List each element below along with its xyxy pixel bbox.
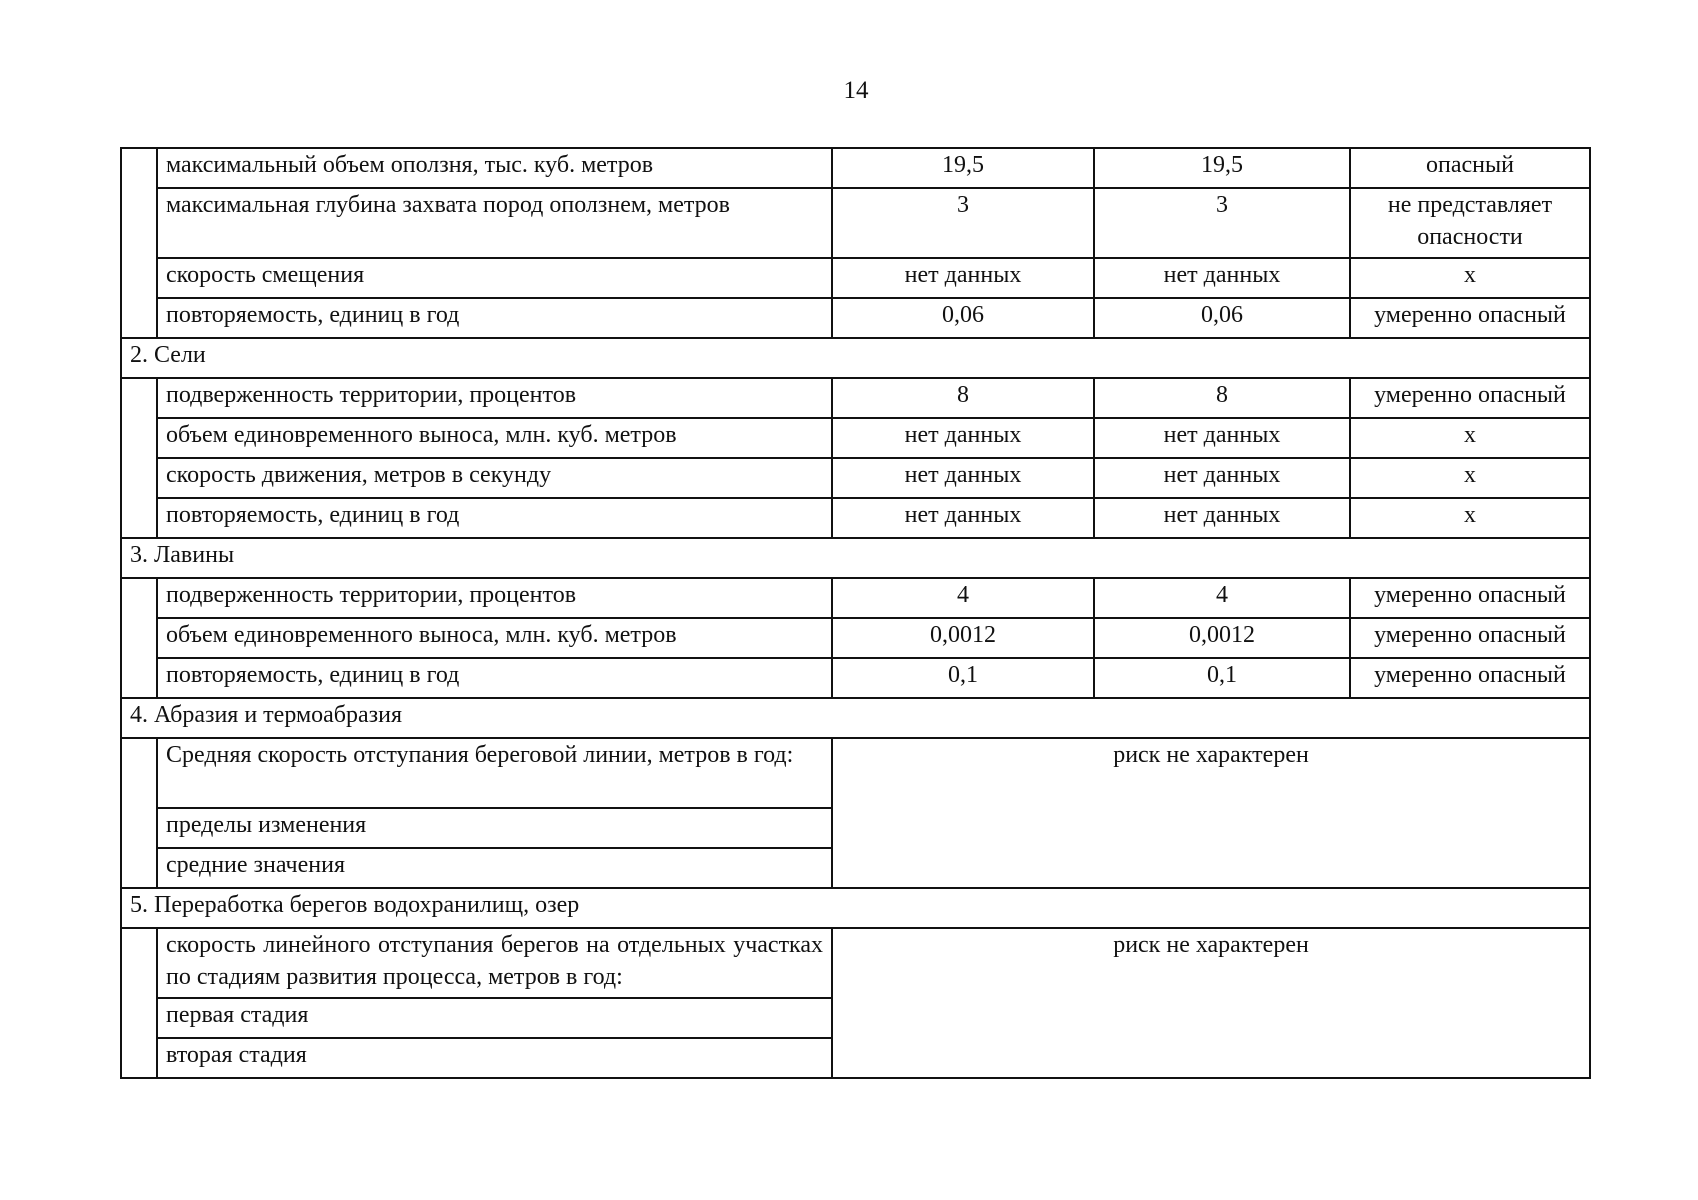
row-gutter <box>121 928 157 1078</box>
value-cell: 0,1 <box>832 658 1094 698</box>
parameter-cell: скорость движения, метров в секунду <box>157 458 832 498</box>
value-cell: 19,5 <box>1094 148 1350 188</box>
value-cell: 8 <box>1094 378 1350 418</box>
parameter-cell: подверженность территории, процентов <box>157 578 832 618</box>
value-cell: 4 <box>832 578 1094 618</box>
section-header-row <box>121 888 1590 928</box>
section-title-shore-processing: 5. Переработка берегов водохранилищ, озер <box>121 888 1590 928</box>
parameter-cell: повторяемость, единиц в год <box>157 298 832 338</box>
table-row <box>121 658 1590 698</box>
section-title-abrasion: 4. Абразия и термоабразия <box>121 698 1590 738</box>
section-header-row <box>121 538 1590 578</box>
value-cell: 3 <box>1094 188 1350 258</box>
table-row <box>121 298 1590 338</box>
section-header-row <box>121 338 1590 378</box>
value-cell: нет данных <box>1094 458 1350 498</box>
assessment-cell: опасный <box>1350 148 1590 188</box>
hazard-parameters-table <box>120 147 1591 1079</box>
assessment-cell: х <box>1350 498 1590 538</box>
row-gutter <box>121 148 157 338</box>
assessment-cell: не представляет опасности <box>1350 188 1590 258</box>
page-number: 14 <box>843 77 869 104</box>
parameter-cell: объем единовременного выноса, млн. куб. метров <box>157 418 832 458</box>
value-cell: нет данных <box>832 418 1094 458</box>
table-row <box>121 458 1590 498</box>
value-cell: нет данных <box>832 458 1094 498</box>
assessment-cell: х <box>1350 458 1590 498</box>
value-cell: нет данных <box>1094 498 1350 538</box>
table-row <box>121 618 1590 658</box>
assessment-cell: умеренно опасный <box>1350 618 1590 658</box>
table-row <box>121 378 1590 418</box>
row-gutter <box>121 738 157 888</box>
parameter-cell: подверженность территории, процентов <box>157 378 832 418</box>
parameter-cell: пределы изменения <box>157 808 832 848</box>
assessment-cell: умеренно опасный <box>1350 378 1590 418</box>
value-cell: 3 <box>832 188 1094 258</box>
value-cell: 0,0012 <box>832 618 1094 658</box>
table-row <box>121 418 1590 458</box>
value-cell: 8 <box>832 378 1094 418</box>
parameter-cell: повторяемость, единиц в год <box>157 498 832 538</box>
parameter-cell: скорость линейного отступания берегов на отдельных участках по стадиям развития процесса, метров в год: <box>157 928 832 998</box>
assessment-cell: умеренно опасный <box>1350 298 1590 338</box>
table-row <box>121 738 1590 808</box>
table-row <box>121 188 1590 258</box>
value-cell: 0,06 <box>1094 298 1350 338</box>
value-cell: нет данных <box>832 498 1094 538</box>
section-title-mudflows: 2. Сели <box>121 338 1590 378</box>
value-cell: нет данных <box>1094 258 1350 298</box>
parameter-cell: повторяемость, единиц в год <box>157 658 832 698</box>
assessment-cell: умеренно опасный <box>1350 578 1590 618</box>
section-title-avalanches: 3. Лавины <box>121 538 1590 578</box>
parameter-cell: вторая стадия <box>157 1038 832 1078</box>
assessment-cell: умеренно опасный <box>1350 658 1590 698</box>
section-header-row <box>121 698 1590 738</box>
parameter-cell: максимальная глубина захвата пород оползнем, метров <box>157 188 832 258</box>
value-cell: 19,5 <box>832 148 1094 188</box>
row-gutter <box>121 378 157 538</box>
parameter-cell: средние значения <box>157 848 832 888</box>
assessment-cell: х <box>1350 258 1590 298</box>
value-cell: нет данных <box>1094 418 1350 458</box>
parameter-cell: максимальный объем оползня, тыс. куб. метров <box>157 148 832 188</box>
parameter-cell: скорость смещения <box>157 258 832 298</box>
value-cell: 0,0012 <box>1094 618 1350 658</box>
merged-value-cell: риск не характерен <box>832 928 1590 1078</box>
table-row <box>121 148 1590 188</box>
table-row <box>121 928 1590 998</box>
assessment-cell: х <box>1350 418 1590 458</box>
parameter-cell: первая стадия <box>157 998 832 1038</box>
table-row <box>121 578 1590 618</box>
value-cell: 0,06 <box>832 298 1094 338</box>
value-cell: 0,1 <box>1094 658 1350 698</box>
merged-value-cell: риск не характерен <box>832 738 1590 888</box>
table-row <box>121 258 1590 298</box>
value-cell: нет данных <box>832 258 1094 298</box>
table-row <box>121 498 1590 538</box>
value-cell: 4 <box>1094 578 1350 618</box>
parameter-cell: объем единовременного выноса, млн. куб. метров <box>157 618 832 658</box>
parameter-cell: Средняя скорость отступания береговой линии, метров в год: <box>157 738 832 808</box>
row-gutter <box>121 578 157 698</box>
